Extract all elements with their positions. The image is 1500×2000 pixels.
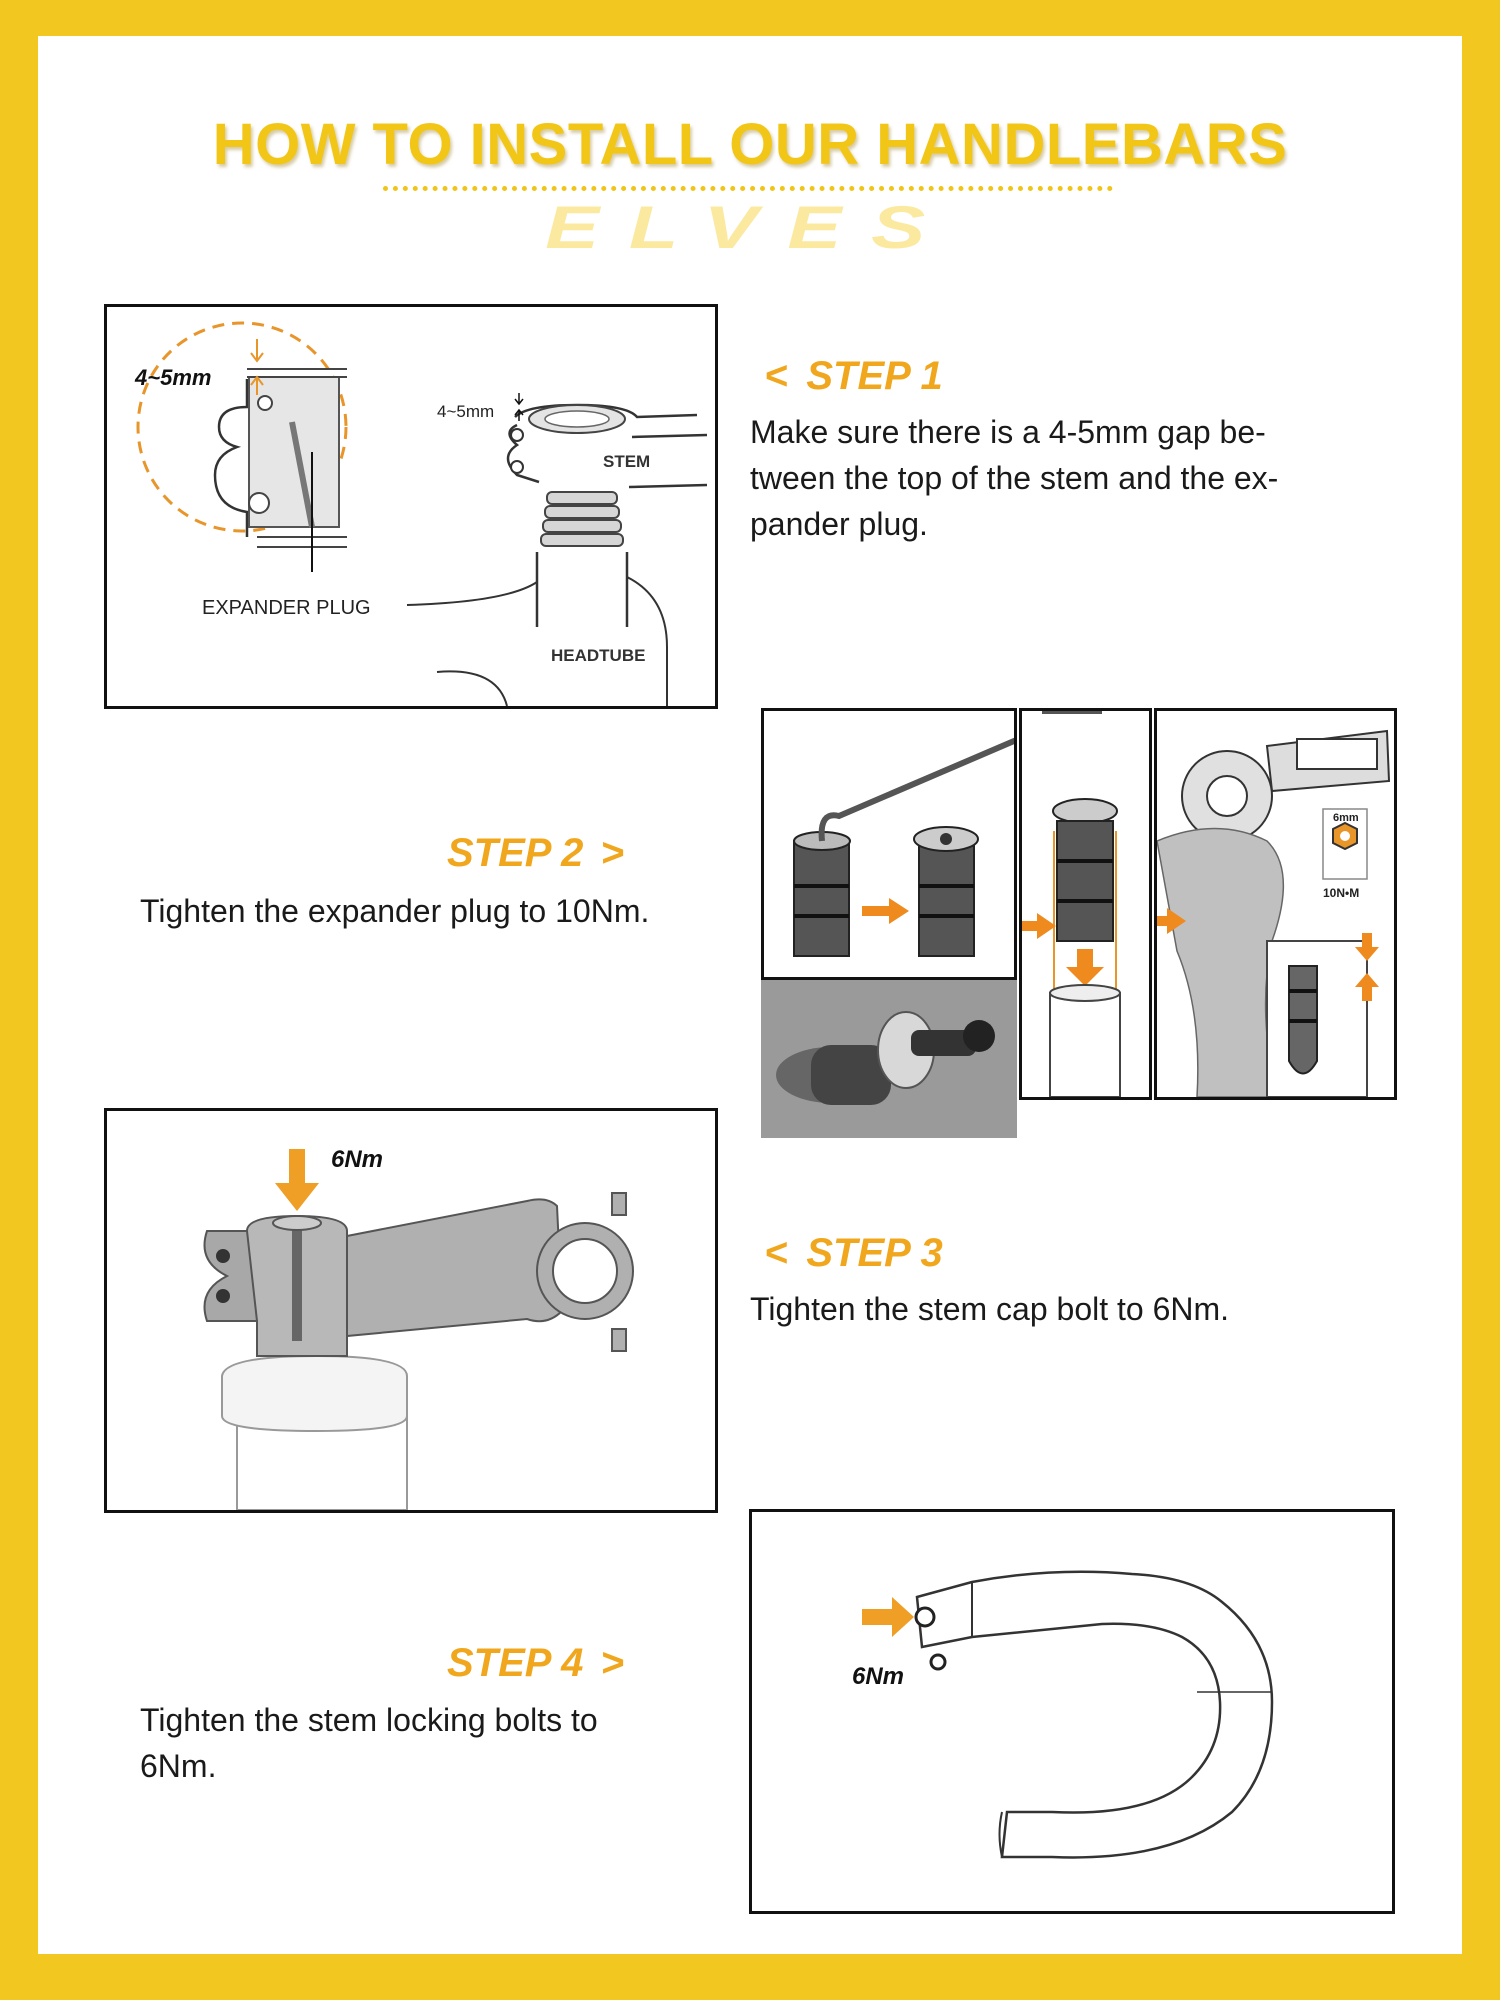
expander-plug-label: EXPANDER PLUG bbox=[202, 597, 371, 619]
chevron-right-icon: > bbox=[601, 831, 625, 875]
gap-small-label: 4~5mm bbox=[437, 402, 495, 421]
arrow-right-icon bbox=[1022, 913, 1056, 939]
expander-photo bbox=[761, 980, 1017, 1138]
hex-size-label: 6mm bbox=[1333, 812, 1359, 824]
step-1-diagram bbox=[104, 304, 718, 709]
arrow-down-icon bbox=[1066, 949, 1104, 986]
step-2-line: Tighten the expander plug to 10Nm. bbox=[140, 893, 650, 929]
step-1-line: Make sure there is a 4-5mm gap be- bbox=[750, 414, 1266, 450]
step-3-line: Tighten the stem cap bolt to 6Nm. bbox=[750, 1291, 1230, 1327]
torque-6nm-label: 6Nm bbox=[331, 1146, 384, 1173]
brand-logo: ELVES bbox=[545, 194, 955, 261]
step-4-heading bbox=[447, 1641, 625, 1686]
gap-zoom-label: 4~5mm bbox=[135, 365, 212, 390]
instruction-sheet bbox=[38, 36, 1462, 1954]
step-3-heading bbox=[765, 1231, 943, 1276]
step-2-text bbox=[140, 888, 760, 934]
step-4-text bbox=[140, 1697, 740, 1789]
step-2-label: STEP 2 bbox=[447, 831, 584, 875]
step-3-diagram bbox=[104, 1108, 718, 1513]
step-4-label: STEP 4 bbox=[447, 1641, 584, 1685]
expander-insert-panel bbox=[1019, 708, 1152, 1100]
step-1-label: STEP 1 bbox=[806, 354, 943, 398]
chevron-right-icon: > bbox=[601, 1641, 625, 1685]
step-4-line: 6Nm. bbox=[140, 1748, 217, 1784]
expander-plug-icon bbox=[794, 832, 850, 956]
step-3-text bbox=[750, 1286, 1390, 1332]
step-4-line: Tighten the stem locking bolts to bbox=[140, 1702, 598, 1738]
expander-tools-panel bbox=[761, 708, 1017, 980]
chevron-left-icon: < bbox=[765, 354, 789, 398]
step-1-line: tween the top of the stem and the ex- bbox=[750, 460, 1279, 496]
expander-plug-icon bbox=[1053, 799, 1117, 941]
step-1-line: pander plug. bbox=[750, 506, 928, 542]
step-1-heading bbox=[765, 354, 943, 399]
page-title: HOW TO INSTALL OUR HANDLEBARS bbox=[212, 112, 1288, 177]
step-2-diagram bbox=[761, 708, 1397, 1138]
step-3-label: STEP 3 bbox=[806, 1231, 943, 1275]
stem-label: STEM bbox=[603, 452, 651, 471]
torque-wrench-panel bbox=[1154, 708, 1397, 1100]
torque-10nm-label: 10N•M bbox=[1323, 886, 1360, 900]
step-2-heading bbox=[447, 831, 625, 876]
arrow-right-icon bbox=[862, 898, 909, 924]
expander-plug-icon bbox=[914, 827, 978, 956]
step-1-text bbox=[750, 409, 1390, 547]
step-4-diagram bbox=[749, 1509, 1395, 1914]
headtube-label: HEADTUBE bbox=[551, 646, 646, 665]
dotted-divider bbox=[383, 186, 1113, 191]
arrow-right-icon bbox=[862, 1597, 914, 1637]
arrow-down-icon bbox=[275, 1149, 319, 1211]
torque-6nm-label: 6Nm bbox=[852, 1663, 905, 1690]
chevron-left-icon: < bbox=[765, 1231, 789, 1275]
